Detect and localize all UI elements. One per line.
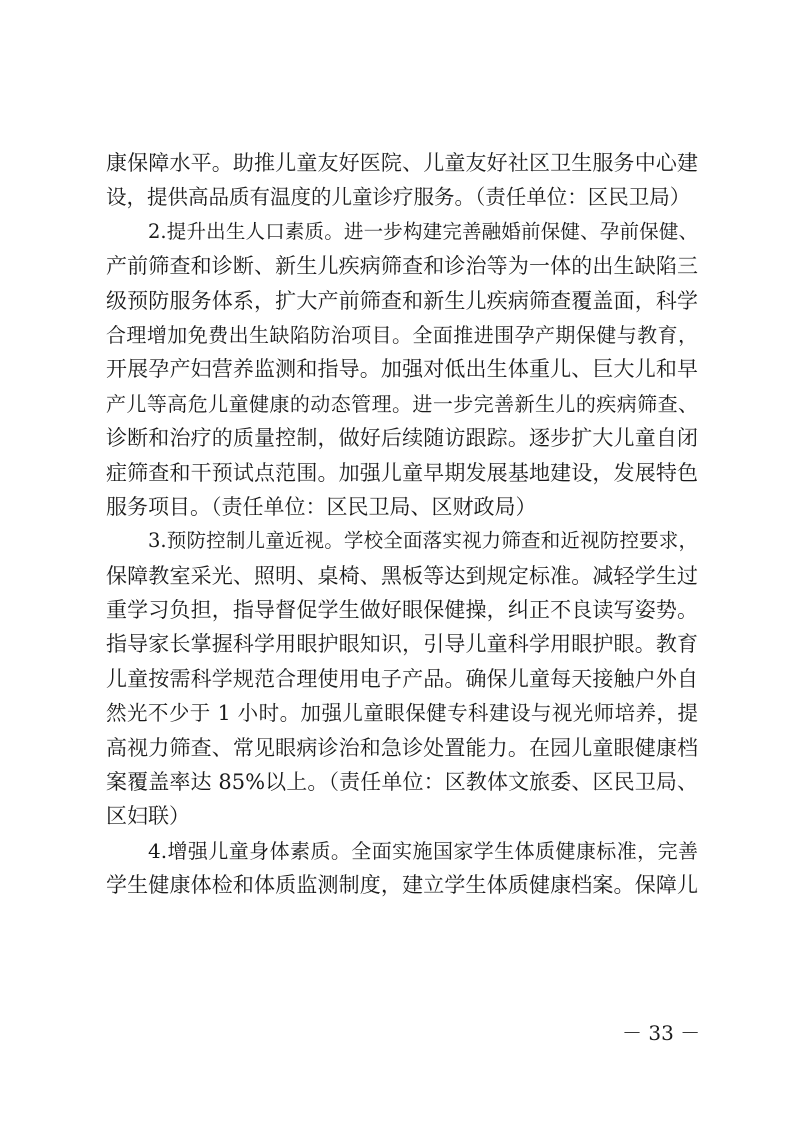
text-line: 产前筛查和诊断、新生儿疾病筛查和诊治等为一体的出生缺陷三 — [106, 254, 698, 279]
text-line: 设，提供高品质有温度的儿童诊疗服务。（责任单位：区民卫局） — [106, 185, 691, 210]
paragraph-start-line: 3.预防控制儿童近视。学校全面落实视力筛查和近视防控要求， — [148, 529, 698, 553]
text-line: 级预防服务体系，扩大产前筛查和新生儿疾病筛查覆盖面，科学 — [106, 288, 698, 313]
text-line: 康保障水平。助推儿童友好医院、儿童友好社区卫生服务中心建 — [106, 151, 698, 175]
paragraph-start-line: 4.增强儿童身体素质。全面实施国家学生体质健康标准，完善 — [148, 838, 698, 863]
text-line: 服务项目。（责任单位：区民卫局、区财政局） — [106, 494, 537, 519]
text-line: 指导家长掌握科学用眼护眼知识，引导儿童科学用眼护眼。教育 — [106, 632, 698, 657]
text-line: 产儿等高危儿童健康的动态管理。进一步完善新生儿的疾病筛查、 — [106, 391, 698, 416]
page-number: － 33 － — [622, 1021, 701, 1045]
text-line: 学生健康体检和体质监测制度，建立学生体质健康档案。保障儿 — [106, 873, 698, 898]
text-line: 保障教室采光、照明、桌椅、黑板等达到规定标准。减轻学生过 — [106, 563, 698, 588]
body-text — [106, 146, 698, 903]
paragraph-start-line: 2.提升出生人口素质。进一步构建完善融婚前保健、孕前保健、 — [148, 219, 698, 243]
text-line: 然光不少于 1 小时。加强儿童眼保健专科建设与视光师培养，提 — [106, 701, 698, 726]
text-line: 症筛查和干预试点范围。加强儿童早期发展基地建设，发展特色 — [106, 460, 698, 485]
text-line: 儿童按需科学规范合理使用电子产品。确保儿童每天接触户外自 — [106, 666, 698, 691]
text-line: 高视力筛查、常见眼病诊治和急诊处置能力。在园儿童眼健康档 — [106, 735, 698, 760]
text-line: 开展孕产妇营养监测和指导。加强对低出生体重儿、巨大儿和早 — [106, 357, 698, 382]
text-line: 区妇联） — [106, 804, 190, 829]
text-line: 案覆盖率达 85%以上。（责任单位：区教体文旅委、区民卫局、 — [106, 770, 698, 795]
text-line: 合理增加免费出生缺陷防治项目。全面推进围孕产期保健与教育， — [106, 322, 698, 347]
text-line: 诊断和治疗的质量控制，做好后续随访跟踪。逐步扩大儿童自闭 — [106, 426, 698, 451]
text-line: 重学习负担，指导督促学生做好眼保健操，纠正不良读写姿势。 — [106, 598, 698, 623]
